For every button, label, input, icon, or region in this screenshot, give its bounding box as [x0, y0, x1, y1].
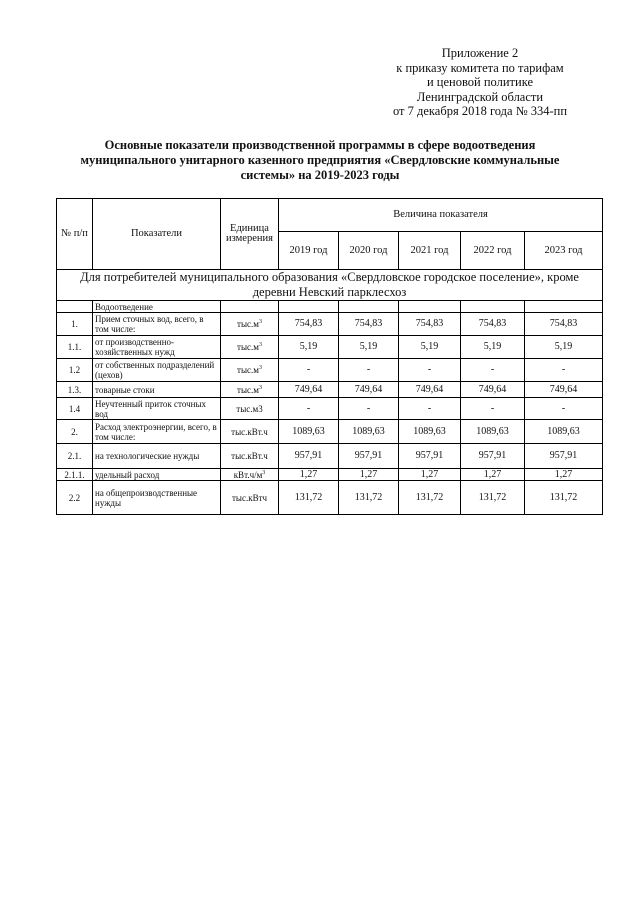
row-value: 1,27 — [399, 469, 461, 481]
header-indicator: Показатели — [93, 199, 221, 270]
row-value: 749,64 — [339, 382, 399, 398]
row-number: 1.4 — [57, 398, 93, 420]
appendix-line: к приказу комитета по тарифам — [396, 60, 564, 75]
row-value: 5,19 — [339, 336, 399, 359]
row-value: 1089,63 — [461, 420, 525, 444]
empty-cell — [279, 301, 339, 313]
row-value: 754,83 — [339, 313, 399, 336]
empty-cell — [339, 301, 399, 313]
row-unit — [221, 359, 279, 382]
row-unit-text: тыс.м — [237, 342, 259, 352]
row-value: - — [339, 398, 399, 420]
table-row — [57, 359, 603, 382]
empty-cell — [525, 301, 603, 313]
header-year: 2019 год — [279, 232, 339, 270]
row-unit — [221, 336, 279, 359]
row-unit-text: тыс.м — [237, 365, 259, 375]
indicators-table — [56, 198, 603, 515]
table-row — [57, 336, 603, 359]
empty-cell — [221, 301, 279, 313]
row-unit — [221, 313, 279, 336]
row-unit-superscript: 3 — [258, 319, 262, 325]
appendix-line: и ценовой политике — [426, 75, 534, 89]
empty-cell — [57, 301, 93, 313]
title-line: Основные показатели производственной программы в сфере водоотведения — [104, 138, 536, 152]
row-indicator-name: товарные стоки — [93, 382, 221, 398]
document-title — [60, 138, 580, 183]
row-unit-text: тыс.кВтч — [231, 492, 268, 503]
row-value: 131,72 — [525, 481, 603, 515]
row-indicator-name: на технологические нужды — [93, 444, 221, 469]
row-value: 957,91 — [525, 444, 603, 469]
row-indicator-name: удельный расход — [93, 469, 221, 481]
appendix-line: от 7 декабря 2018 года № 334-пп — [392, 104, 568, 118]
row-unit-text: тыс.м — [237, 319, 259, 329]
row-value: 131,72 — [399, 481, 461, 515]
row-value: 957,91 — [399, 444, 461, 469]
row-value: 754,83 — [461, 313, 525, 336]
row-value: - — [461, 359, 525, 382]
header-num: № п/п — [57, 199, 93, 270]
row-value: 749,64 — [399, 382, 461, 398]
row-number: 1.1. — [57, 336, 93, 359]
row-unit-text: тыс.кВт.ч — [231, 426, 268, 437]
row-value: - — [279, 359, 339, 382]
appendix-note — [360, 46, 600, 119]
row-value: 1089,63 — [525, 420, 603, 444]
row-value: 1,27 — [525, 469, 603, 481]
header-year: 2022 год — [461, 232, 525, 270]
row-value: 749,64 — [525, 382, 603, 398]
table-row — [57, 481, 603, 515]
row-indicator-name: на общепроизводственные нужды — [93, 481, 221, 515]
row-unit-text: кВт.ч/м — [233, 469, 263, 480]
row-unit-superscript: 3 — [258, 342, 262, 348]
row-indicator-name: Расход электроэнергии, всего, в том числе: — [93, 420, 221, 444]
table-row — [57, 420, 603, 444]
header-unit: Единица измерения — [221, 199, 279, 270]
row-unit — [221, 469, 279, 481]
table-row — [57, 469, 603, 481]
row-value: - — [339, 359, 399, 382]
row-indicator-name: от производственно-хозяйственных нужд — [93, 336, 221, 359]
section-title: Для потребителей муниципального образования «Свердловское городское поселение», кроме деревни Невский парклесхоз — [57, 270, 603, 301]
header-year: 2023 год — [525, 232, 603, 270]
appendix-line: Ленинградской области — [416, 89, 544, 104]
row-unit — [221, 420, 279, 444]
row-unit-superscript: 3 — [258, 384, 262, 391]
row-number: 1.2 — [57, 359, 93, 382]
row-value: - — [461, 398, 525, 420]
row-number: 2.1.1. — [57, 469, 93, 481]
row-value: 131,72 — [461, 481, 525, 515]
row-unit — [221, 444, 279, 469]
row-value: 1089,63 — [399, 420, 461, 444]
row-value: 5,19 — [525, 336, 603, 359]
row-number: 2.2 — [57, 481, 93, 515]
empty-cell — [461, 301, 525, 313]
empty-cell — [399, 301, 461, 313]
row-unit-superscript: 3 — [258, 365, 262, 371]
row-value: 5,19 — [461, 336, 525, 359]
row-value: - — [399, 359, 461, 382]
row-value: 754,83 — [399, 313, 461, 336]
row-unit-text: тыс.м — [237, 384, 259, 395]
row-number: 2.1. — [57, 444, 93, 469]
row-unit — [221, 382, 279, 398]
row-value: 957,91 — [461, 444, 525, 469]
row-value: - — [525, 359, 603, 382]
table-row — [57, 382, 603, 398]
row-indicator-name: Неучтенный приток сточных вод — [93, 398, 221, 420]
row-value: 754,83 — [279, 313, 339, 336]
row-value: 1089,63 — [279, 420, 339, 444]
row-value: 131,72 — [279, 481, 339, 515]
row-unit-text: тыс.м3 — [236, 403, 263, 414]
row-value: 131,72 — [339, 481, 399, 515]
header-value-group: Величина показателя — [279, 199, 603, 232]
row-unit — [221, 481, 279, 515]
row-unit — [221, 398, 279, 420]
row-value: 1,27 — [339, 469, 399, 481]
row-number: 1.3. — [57, 382, 93, 398]
row-value: 1089,63 — [339, 420, 399, 444]
row-value: 749,64 — [461, 382, 525, 398]
title-line: муниципального унитарного казенного предприятия «Свердловские коммунальные — [80, 153, 560, 167]
row-value: - — [279, 398, 339, 420]
table-row — [57, 398, 603, 420]
row-value: 1,27 — [461, 469, 525, 481]
row-value: - — [399, 398, 461, 420]
row-indicator-name: Прием сточных вод, всего, в том числе: — [93, 313, 221, 336]
row-value: 957,91 — [279, 444, 339, 469]
row-value: 754,83 — [525, 313, 603, 336]
row-value: 5,19 — [399, 336, 461, 359]
row-value: 957,91 — [339, 444, 399, 469]
row-value: 1,27 — [279, 469, 339, 481]
table-row — [57, 444, 603, 469]
row-unit-superscript: 3 — [262, 469, 266, 476]
row-indicator-name: от собственных подразделений (цехов) — [93, 359, 221, 382]
appendix-line: Приложение 2 — [441, 46, 519, 60]
subsection-label: Водоотведение — [93, 301, 221, 313]
row-value: 5,19 — [279, 336, 339, 359]
header-year: 2021 год — [399, 232, 461, 270]
title-line: системы» на 2019-2023 годы — [240, 168, 400, 182]
row-number: 1. — [57, 313, 93, 336]
row-value: 749,64 — [279, 382, 339, 398]
table-row — [57, 313, 603, 336]
header-year: 2020 год — [339, 232, 399, 270]
row-value: - — [525, 398, 603, 420]
row-unit-text: тыс.кВт.ч — [231, 451, 268, 461]
row-number: 2. — [57, 420, 93, 444]
